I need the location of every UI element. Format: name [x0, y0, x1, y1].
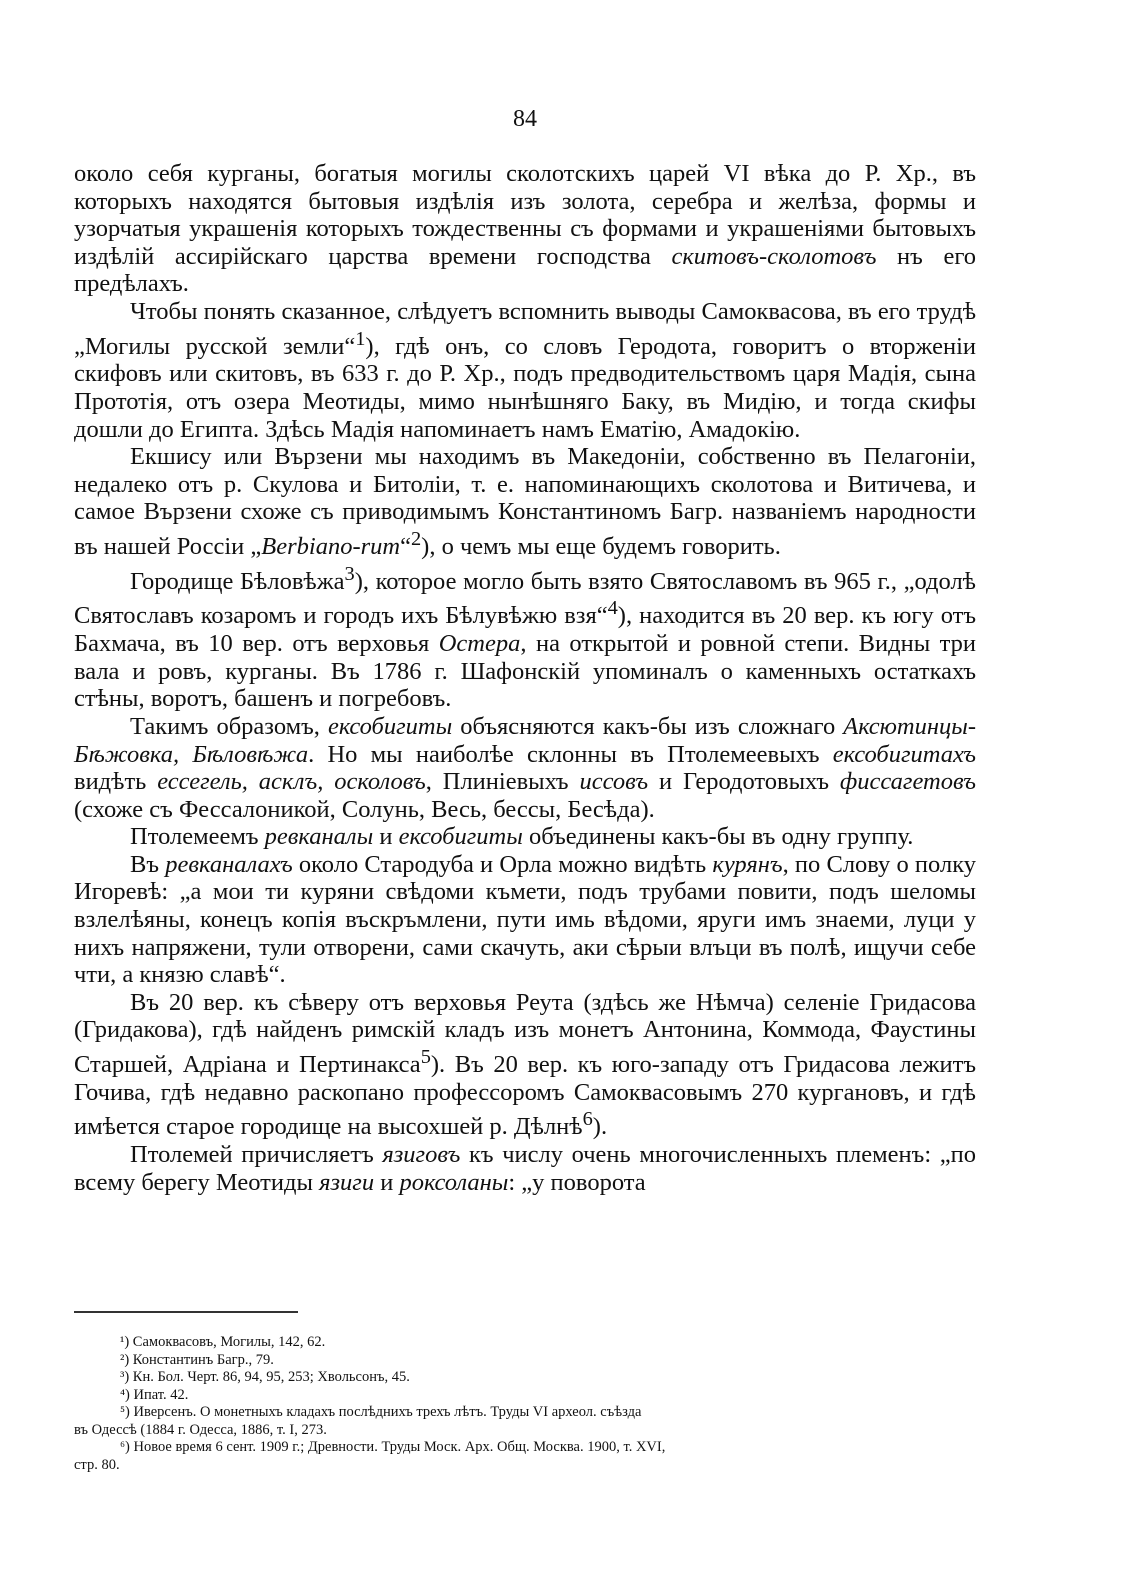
footnote: ⁵) Иверсенъ. О монетныхъ кладахъ послѣднихъ трехъ лѣтъ. Труды VI археол. съѣзда	[120, 1404, 642, 1420]
footnote: ³) Кн. Бол. Черт. 86, 94, 95, 253; Хвольсонъ, 45.	[120, 1369, 410, 1385]
footnote: ⁶) Новое время 6 сент. 1909 г.; Древности. Труды Моск. Арх. Общ. Москва. 1900, т. XVI,	[120, 1439, 666, 1455]
footnote-continuation: въ Одессѣ (1884 г. Одесса, 1886, т. I, 273.	[74, 1421, 327, 1438]
paragraph: Городище Бѣловѣжа$^3$), которое могло быть взято Святославомъ въ 965 г., „одолѣ Святославъ козаромъ и городъ ихъ Бѣлувѣжю взя“$^4$), находится въ 20 вер. къ югу отъ Бахмача, въ 10 вер. отъ верховья Остера, на открытой и ровной степи. Видны три вала и ровъ, курганы. Въ 1786 г. Шафонскій упоминалъ о каменныхъ остаткахъ стѣны, воротъ, башенъ и погребовъ.	[74, 562, 976, 713]
footnote: ¹) Самоквасовъ, Могилы, 142, 62.	[120, 1334, 326, 1350]
footnote: ²) Константинъ Багр., 79.	[120, 1351, 274, 1368]
document-page	[74, 0, 976, 1588]
paragraph: Въ ревканалахъ около Стародуба и Орла можно видѣть курянъ, по Слову о полку Игоревѣ: „а мои ти куряни свѣдоми къмети, подъ трубами повити, подъ шеломы взлелѣяны, конецъ копія въскръмлени, пути имь вѣдоми, яруги имъ знаеми, луци у нихъ напряжени, тули отворени, сами скачуть, аки сѣрыи влъци въ полѣ, ищучи себе чти, а князю славѣ“.	[74, 850, 976, 989]
footnote-divider	[74, 1311, 298, 1313]
footnote: ⁴) Ипат. 42.	[120, 1386, 189, 1403]
paragraph: Птолемей причисляетъ язиговъ къ числу очень многочисленныхъ племенъ: „по всему берегу Меотиды язиги и роксоланы: „у поворота	[74, 1141, 976, 1196]
main-text	[74, 160, 976, 1196]
paragraph: Въ 20 вер. къ сѣверу отъ верховья Реута (здѣсь же Нѣмча) селеніе Гридасова (Гридакова), гдѣ найденъ римскій кладъ изъ монетъ Антонина, Коммода, Фаустины Старшей, Адріана и Пертинакса$^5$). Въ 20 вер. къ юго-западу отъ Гридасова лежитъ Гочива, гдѣ недавно раскопано профессоромъ Самоквасовымъ 270 кургановъ, и гдѣ имѣется старое городище на высохшей р. Дѣлнѣ$^6$).	[74, 988, 976, 1141]
footnote-continuation: стр. 80.	[74, 1456, 120, 1473]
paragraph: Екшису или Вързени мы находимъ въ Македоніи, собственно въ Пелагоніи, недалеко отъ р. Скулова и Битоліи, т. е. напоминающихъ сколотова и Витичева, и самое Вързени схоже съ приводимымъ Константиномъ Багр. названіемъ народности въ нашей Россіи „Berbiano-rum“$^2$), о чемъ мы еще будемъ говорить.	[74, 443, 976, 561]
paragraph: Такимъ образомъ, ексобигиты объясняются какъ-бы изъ сложнаго Аксютинцы-Бѣжовка, Бѣловѣжа. Но мы наиболѣе склонны въ Птолемеевыхъ ексобигитахъ видѣть ессегель, асклъ, осколовъ, Плиніевыхъ иссовъ и Геродотовыхъ фиссагетовъ (схоже съ Фессалоникой, Солунь, Весь, бессы, Бесѣда).	[74, 712, 977, 823]
page-number: 84	[513, 106, 537, 132]
paragraph: около себя курганы, богатыя могилы сколотскихъ царей VI вѣка до Р. Хр., въ которыхъ находятся бытовыя издѣлія изъ золота, серебра и желѣза, формы и узорчатыя украшенія которыхъ тождественны съ формами и украшеніями бытовыхъ издѣлій ассирійскаго царства времени господства скитовъ-сколотовъ нъ его предѣлахъ.	[74, 160, 977, 298]
footnotes	[74, 1334, 976, 1474]
paragraph: Птолемеемъ ревканалы и ексобигиты объединены какъ-бы въ одну группу.	[130, 823, 914, 851]
paragraph: Чтобы понять сказанное, слѣдуетъ вспомнить выводы Самоквасова, въ его трудѣ „Могилы русской земли“$^1$), гдѣ онъ, со словъ Геродота, говоритъ о вторженіи скифовъ или скитовъ, въ 633 г. до Р. Хр., подъ предводительствомъ царя Мадія, сына Прототія, отъ озера Меотиды, мимо нынѣшняго Баку, въ Мидію, и тогда скифы дошли до Египта. Здѣсь Мадія напоминаетъ намъ Ематію, Амадокію.	[74, 297, 976, 443]
